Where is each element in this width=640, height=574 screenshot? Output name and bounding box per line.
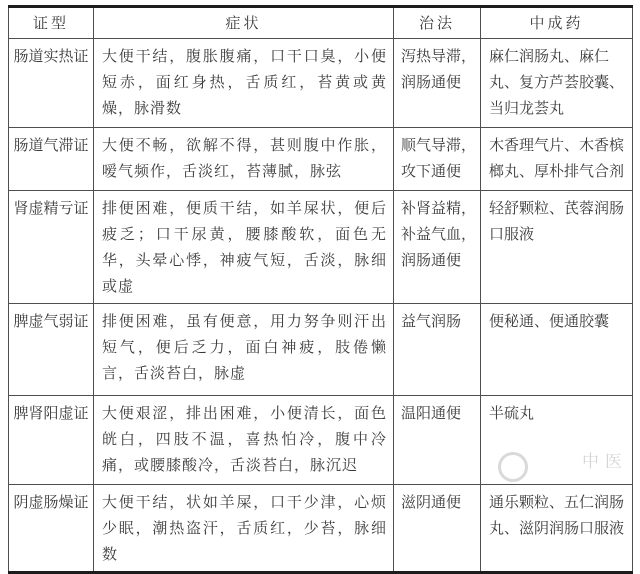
table-row (9, 396, 633, 485)
syndrome-cell: 肠道气滞证 (9, 128, 94, 191)
symptoms-cell: 大便艰涩，排出困难，小便清长，面色㿠白，四肢不温，喜热怕冷，腹中冷痛，或腰膝酸冷，舌淡苔白，脉沉迟 (94, 396, 394, 485)
header-symptoms: 症状 (94, 7, 394, 39)
medicine-cell: 轻舒颗粒、芪蓉润肠口服液 (481, 191, 633, 304)
medicine-cell: 半硫丸 (481, 396, 633, 485)
treatment-cell: 顺气导滞，攻下通便 (394, 128, 481, 191)
table-row (9, 191, 633, 304)
treatment-cell: 温阳通便 (394, 396, 481, 485)
symptoms-cell: 大便不畅，欲解不得，甚则腹中作胀，嗳气频作，舌淡红，苔薄腻，脉弦 (94, 128, 394, 191)
syndrome-cell: 肠道实热证 (9, 39, 94, 128)
table-row (9, 304, 633, 396)
medicine-cell: 便秘通、便通胶囊 (481, 304, 633, 396)
symptoms-cell: 排便困难，虽有便意，用力努争则汗出短气，便后乏力，面白神疲，肢倦懒言，舌淡苔白，脉虚 (94, 304, 394, 396)
treatment-cell: 滋阴通便 (394, 485, 481, 573)
syndrome-cell: 脾肾阳虚证 (9, 396, 94, 485)
symptoms-cell: 大便干结，状如羊屎，口干少津，心烦少眠，潮热盗汗，舌质红，少苔，脉细数 (94, 485, 394, 573)
header-patent-medicine: 中成药 (481, 7, 633, 39)
medicine-cell: 木香理气片、木香槟榔丸、厚朴排气合剂 (481, 128, 633, 191)
watermark-text: 中医 (582, 452, 628, 472)
syndrome-cell: 阴虚肠燥证 (9, 485, 94, 573)
treatment-cell: 益气润肠 (394, 304, 481, 396)
header-row (9, 7, 633, 39)
header-syndrome-type: 证型 (9, 7, 94, 39)
syndrome-cell: 肾虚精亏证 (9, 191, 94, 304)
header-treatment-method: 治法 (394, 7, 481, 39)
table-row (9, 128, 633, 191)
table-row (9, 39, 633, 128)
medicine-cell: 通乐颗粒、五仁润肠丸、滋阴润肠口服液 (481, 485, 633, 573)
treatment-cell: 泻热导滞，润肠通便 (394, 39, 481, 128)
syndrome-cell: 脾虚气弱证 (9, 304, 94, 396)
treatment-cell: 补肾益精，补益气血，润肠通便 (394, 191, 481, 304)
medicine-cell: 麻仁润肠丸、麻仁丸、复方芦荟胶囊、当归龙荟丸 (481, 39, 633, 128)
symptoms-cell: 大便干结，腹胀腹痛，口干口臭，小便短赤，面红身热，舌质红，苔黄或黄燥，脉滑数 (94, 39, 394, 128)
table-row (9, 485, 633, 573)
symptoms-cell: 排便困难，便质干结，如羊屎状，便后疲乏；口干尿黄，腰膝酸软，面色无华，头晕心悸，神疲气短，舌淡，脉细或虚 (94, 191, 394, 304)
